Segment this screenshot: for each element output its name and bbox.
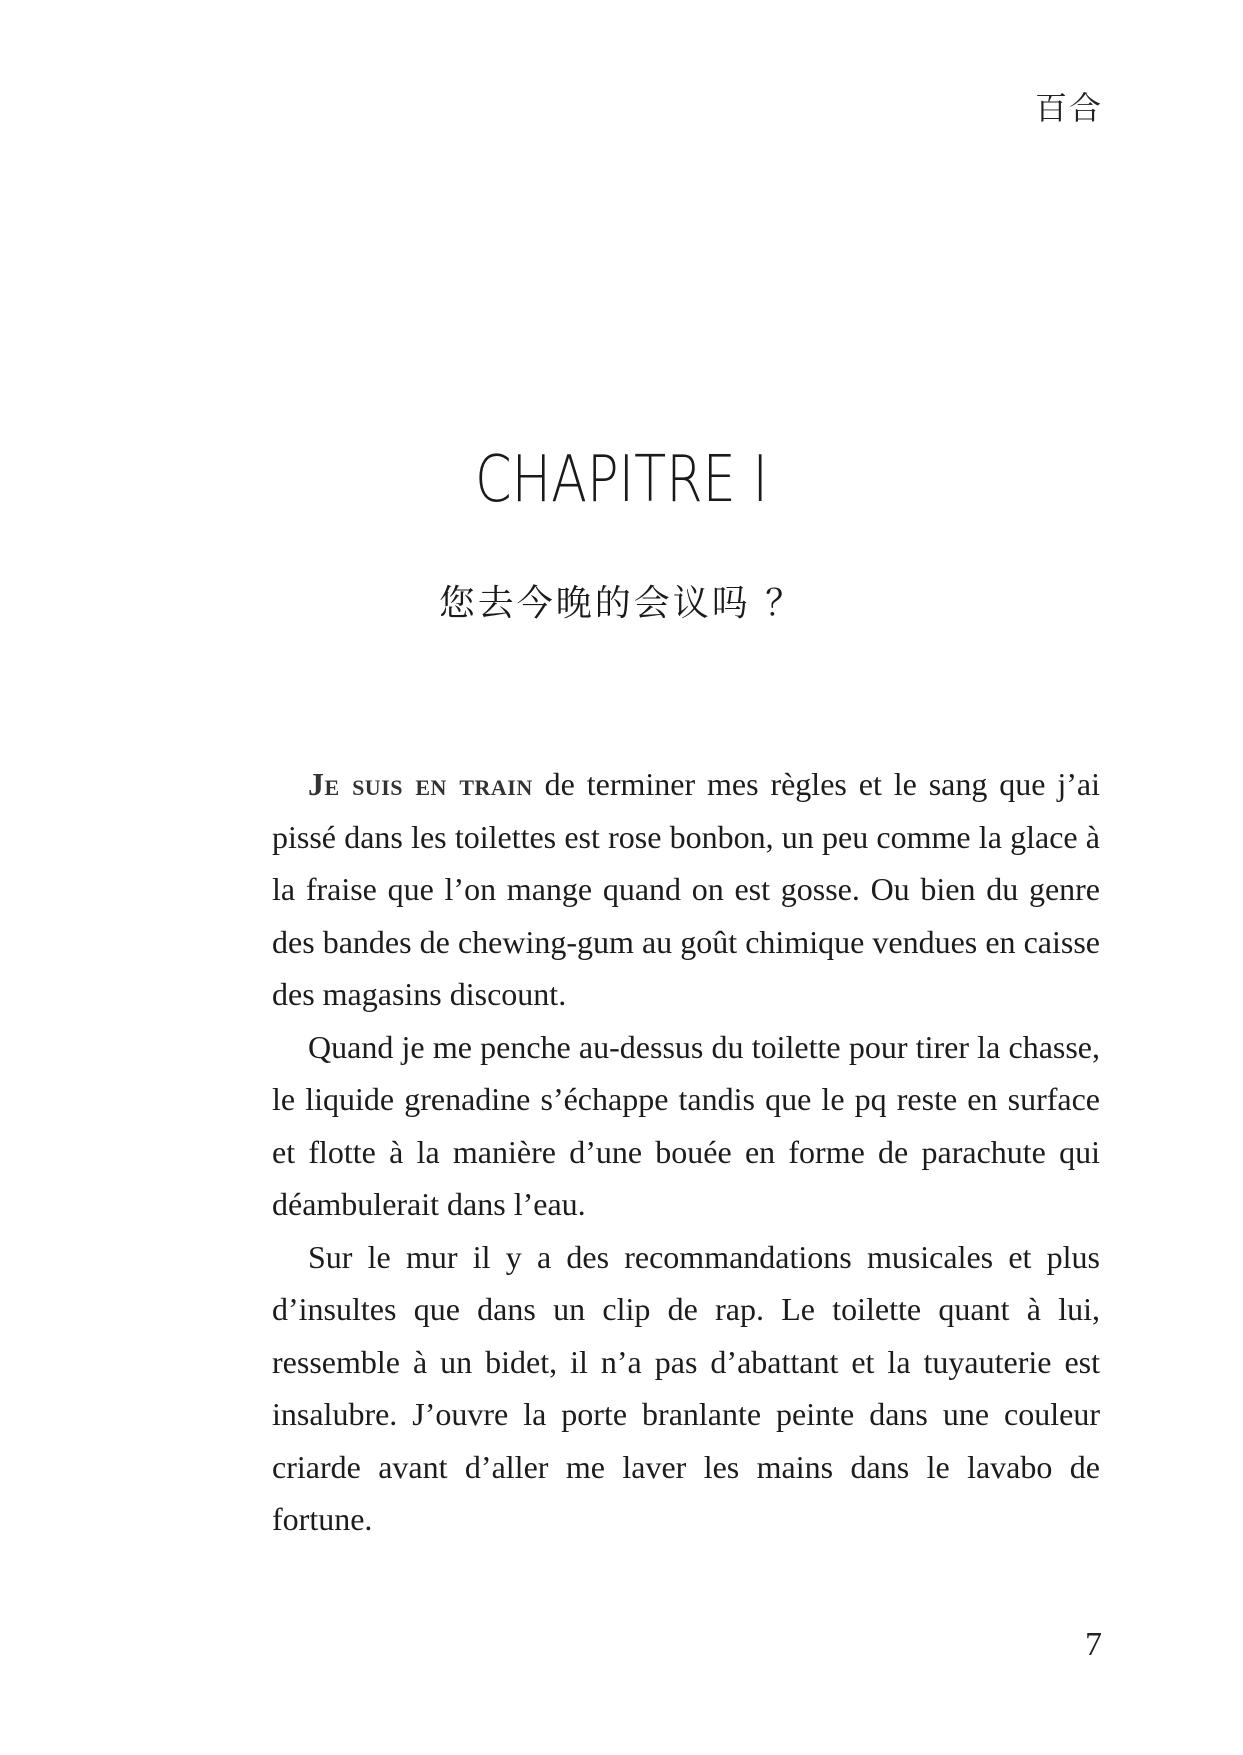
paragraph-3: Sur le mur il y a des recommandations musicales et plus d’insultes que dans un clip de rap. Le toilette quant à lui, ressemble à un bidet, il n’a pas d’abattant et la tuyauterie est insalubre. J’ouvre la porte branlante peinte dans une couleur criarde avant d’aller me laver les mains dans le lavabo de fortune. <box>272 1238 1100 1537</box>
body-text <box>272 758 1100 1546</box>
running-head: 百合 <box>1034 89 1103 127</box>
chapter-subtitle: 您去今晚的会议吗 ？ <box>438 583 805 624</box>
paragraph-2: Quand je me penche au-dessus du toilette pour tirer la chasse, le liquide grenadine s’échappe tandis que le pq reste en surface et flotte à la manière d’une bouée en forme de parachute qui déambulerait dans l’eau. <box>272 1028 1100 1222</box>
paragraph-1 <box>272 758 1100 1021</box>
page-number: 7 <box>1085 1626 1102 1663</box>
lead-in-small-caps: Je suis en train <box>308 766 533 802</box>
paragraph-1-text: de terminer mes règles et le sang que j’ai pissé dans les toilettes est rose bonbon, un peu comme la glace à la fraise que l’on mange quand on est gosse. Ou bien du genre des bandes de chewing-gum au goût chimique vendues en caisse des magasins discount. <box>272 766 1100 1012</box>
chapter-title: CHAPITRE I <box>475 443 768 517</box>
